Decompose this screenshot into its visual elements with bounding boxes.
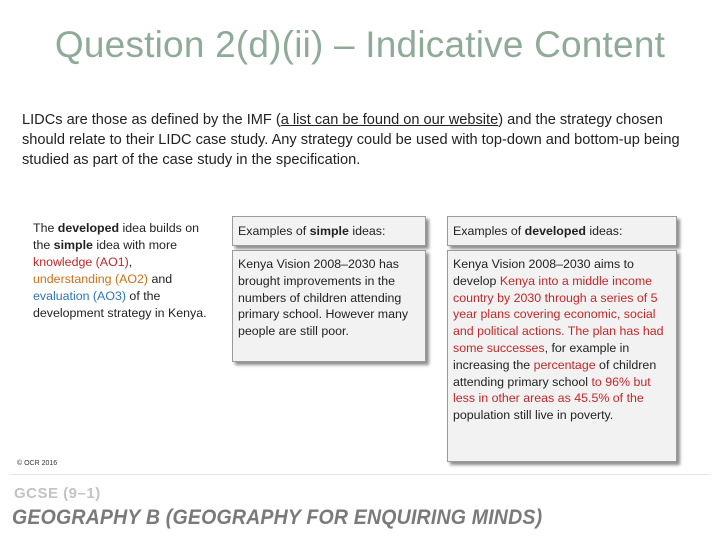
developed-header-bold: developed [524,224,586,238]
note-text: The [33,221,58,235]
developed-text: , for example in increasing the [453,340,630,372]
note-text: idea with more [92,238,177,252]
developed-header-text: Examples of [453,224,525,238]
ao1-label: knowledge (AO1) [33,255,129,269]
developed-header-text: ideas: [585,224,623,238]
simple-header-text: Examples of [238,224,310,238]
copyright-notice: © OCR 2016 [17,460,58,467]
note-text: idea builds on the [33,221,200,252]
note-bold-developed: developed [57,221,120,235]
developed-highlight: Kenya into a middle income country by 2030 through a series of 5 year plans covering economic, social and political actions. The plan has had some successes [453,273,664,355]
intro-paragraph [22,110,692,170]
simple-ideas-text: Kenya Vision 2008–2030 has brought improvements in the numbers of children attending primary school. However many people are still poor. [238,257,409,339]
ao3-label: evaluation (AO3) [33,289,126,303]
developed-highlight: to 96% but less in other areas as 45.5% of the [453,374,651,406]
intro-text-start: LIDCs are those as defined by the IMF ( [22,112,281,128]
simple-ideas-header-box [232,216,426,246]
developed-idea-note [33,220,209,322]
intro-text-end: ) and the strategy chosen should relate to their LIDC case study. Any strategy could be used with top-down and bottom-up being studied as part of the case study in the specification. [22,112,680,168]
developed-text: Kenya Vision 2008–2030 aims to develop [453,257,634,288]
developed-ideas-text [448,251,676,429]
developed-ideas-header-box [447,216,677,246]
note-text: of the development strategy in Kenya. [33,289,207,320]
footer-divider [10,474,710,475]
subject-title: GEOGRAPHY B (GEOGRAPHY FOR ENQUIRING MINDS) [12,506,543,529]
developed-text: of children attending primary school [453,357,657,389]
note-text: and [148,272,173,286]
note-bold-simple: simple [53,238,93,252]
developed-highlight: percentage [533,357,596,372]
note-text: , [128,255,133,269]
developed-text: population still live in poverty. [453,408,614,423]
gcse-label: GCSE (9–1) [14,485,101,502]
simple-header-text: ideas: [348,224,386,238]
ao2-label: understanding (AO2) [33,272,149,286]
developed-ideas-body-box [447,250,677,462]
simple-ideas-body-box [232,250,426,362]
website-link[interactable]: a list can be found on our website [280,112,499,128]
simple-header-bold: simple [309,224,349,238]
slide-title: Question 2(d)(ii) – Indicative Content [54,24,666,65]
